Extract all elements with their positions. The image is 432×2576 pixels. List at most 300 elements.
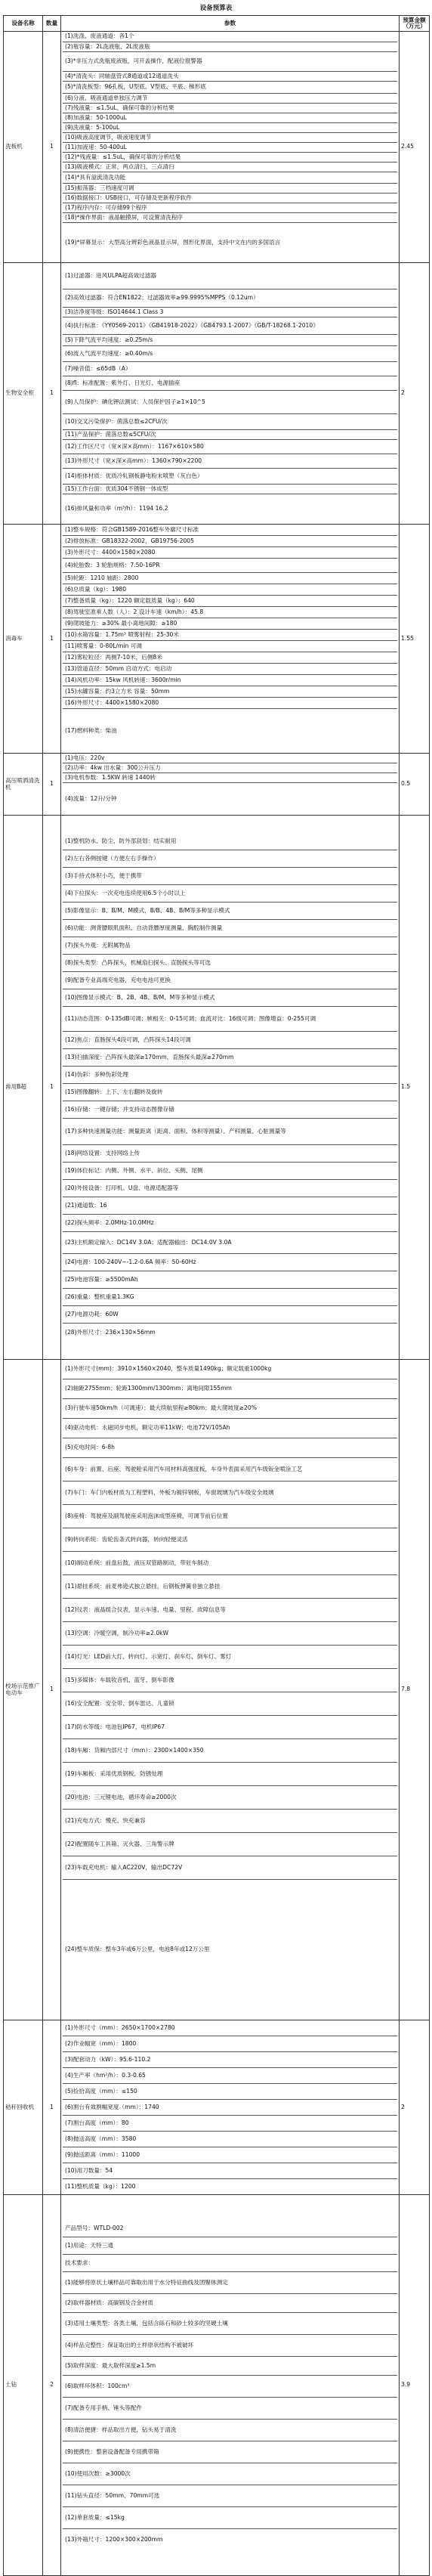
spec-line [63,772,397,782]
spec-line [63,989,397,1006]
spec-line [63,81,397,93]
item-qty: 1 [43,525,61,754]
spec-line [63,42,397,51]
spec-line-text: (13)扫描深度：凸阵探头最深≥170mm，直肠探头最深≥270mm [65,1053,234,1060]
spec-line [63,183,397,193]
spec-line-text: (5)取样深度：最大取样深度≥1.5m [65,2361,156,2369]
spec-line-text: (15)图像翻转：上下、左右翻转及旋转 [65,1088,163,1095]
spec-line [63,902,397,919]
spec-line [63,454,397,468]
spec-line [63,919,397,937]
spec-line [63,708,397,753]
spec-line-text: (8)fl：标准配置：紫外灯、日光灯、电源插座 [65,379,181,386]
spec-line-text: (13)外箱尺寸：1200×300×200mm [65,2535,163,2543]
spec-line [63,1214,397,1231]
spec-line-text: (16)排风量和功率（m³/h）：1194 16.2 [65,505,168,512]
item-spec-list [61,32,400,263]
spec-line [63,2020,397,2036]
spec-line-text: (6)分液、吸液通道单独压力调节 [65,94,148,101]
spec-line [63,1551,397,1574]
spec-line [63,2506,397,2528]
item-name: 高压喷洒清洗机 [4,754,43,816]
spec-line [63,1457,397,1481]
spec-line [63,1162,397,1179]
spec-line-text: (16)存储：一键存储；并支持动态图像存储 [65,1105,174,1113]
spec-line [63,484,397,494]
table-row [4,263,430,525]
spec-line-text: (7)噪音值：≤65dB（A） [65,364,131,372]
spec-line-text: (5)捡拾高度（mm）：≤150 [65,2087,137,2095]
spec-line [63,1101,397,1118]
spec-line-text: (14)风机功率：15kw 风机转速：3600r/min [65,676,181,683]
spec-line [63,93,397,103]
spec-line [63,1006,397,1031]
table-row [4,2020,430,2195]
spec-line-text: (1)电压：220v [65,754,105,761]
spec-line [63,1418,397,1438]
spec-line-text: (3)电机参数：1.5KW 转速 1440转 [65,773,156,781]
spec-line [63,1323,397,1342]
spec-line [63,686,397,697]
spec-line-text: (2)瓶容量：2L洗液瓶、2L废液瓶 [65,42,150,50]
spec-line [63,1574,397,1598]
spec-line [63,971,397,989]
spec-line-text: (4)驱动电机：永磁同步电机，额定功率11kW；电池72V/105Ah [65,1424,230,1432]
spec-line [63,317,397,334]
spec-line-text: (19)车厢板：采用优质钢板，防锈处理 [65,1769,163,1777]
spec-line-text: (21)通道数：16 [65,1201,107,1209]
spec-line [63,1715,397,1738]
spec-line-text: (1)过滤器：进风ULPA超高效过滤器 [65,271,156,279]
spec-line-text: (28)外形尺寸：236×130×56mm [65,1328,156,1336]
spec-line-text: (14)伪彩：多种伪彩处理 [65,1070,128,1078]
spec-line-text: (16)安全配置：安全带、倒车雷达、儿童锁 [65,1699,174,1707]
spec-line [63,2485,397,2506]
spec-line-text: (1)用途：天特三通 [65,2241,113,2249]
spec-line-text: (11)产品保护：菌落总数≤5CFU/次 [65,430,156,438]
spec-line [63,2131,397,2147]
spec-line [63,1360,397,1379]
item-spec-list [61,1360,400,2020]
spec-line [63,494,397,524]
spec-line-text: (24)整车质保：整车3年或6万公里，电池8年或12万公里 [65,1946,210,1953]
item-price: 1.5 [400,816,430,1360]
spec-line-text: (20)外接设备：打印机、U盘、电源适配器等 [65,1184,179,1191]
spec-line-text: (13)管道直径：50mm 启动方式：电启动 [65,664,172,672]
spec-line [63,2463,397,2485]
spec-line-text: (8)驾驶室准乘人数（人）：2 设计车速（km/h）：45.8 [65,608,204,615]
header-qty: 数量 [43,16,61,32]
spec-line-text: (2)作业幅宽（mm）：1800 [65,2039,137,2047]
spec-line-text: (19)*屏幕显示：大型高分辨彩色液晶显示屏，图形化界面，支持中文在内的多国语言 [65,238,281,246]
spec-line-text: (6)总质量（kg）：1980 [65,585,127,593]
spec-line-text: (3)手持式体积小巧，便于携带 [65,872,142,879]
spec-line-text: (12)单套质量：≤15kg [65,2513,125,2521]
spec-line-text: 产品型号：WTLD-002 [65,2224,124,2231]
spec-line [63,618,397,629]
spec-line [63,439,397,454]
spec-line [63,222,397,262]
spec-line-text: (8)加液量：50-1000uL [65,113,127,121]
spec-line [63,546,397,558]
item-qty: 1 [43,32,61,263]
spec-line-text: (1)外形尺寸（mm）：2650×1700×2780 [65,2023,175,2031]
item-price: 7.8 [400,1360,430,2020]
spec-line-text: (15)振荡器：三档速度可调 [65,184,134,191]
table-row [4,32,430,263]
spec-line-text: (3)配套动力（kW）：95.6-110.2 [65,2055,151,2063]
spec-line [63,782,397,815]
spec-line [63,640,397,652]
spec-line-text: (8)清洁便捷：样品取出方便，钻头易于清洗 [65,2426,177,2433]
item-price: 2 [400,2020,430,2195]
spec-line-text: (27)电源功耗：60W [65,1310,119,1317]
spec-line [63,1118,397,1144]
spec-line-text: (10)图像显示模式：B、2B、4B、B/M、M等多种显示模式 [65,993,215,1001]
spec-line-text: (10)使用次数：≥3000次 [65,2469,131,2477]
item-name: 生物安全柜 [4,263,43,525]
spec-line-text: (2)排放标准：GB18322-2002，GB19756-2005 [65,537,194,544]
spec-line [63,697,397,708]
spec-line [63,203,397,212]
spec-line-text: (20)电池：三元锂电池，循环寿命≥2000次 [65,1793,177,1800]
spec-line-text: (10)用刀数量：54 [65,2166,113,2174]
table-row [4,525,430,754]
spec-line-text: (18)网络设置：支持网络上传 [65,1149,140,1156]
spec-line-text: 技术要求： [65,2259,94,2266]
spec-line-text: (22)配置随车工具箱、灭火器、三角警示牌 [65,1840,174,1847]
spec-line-text: (12)工作区尺寸（宽×深×高mm）：1167×610×580 [65,442,204,450]
spec-line-text: (10)吸液高度调节，吸液速度调节 [65,133,152,141]
spec-line [63,263,397,289]
table-row [4,816,430,1360]
spec-line [63,763,397,772]
item-price: 2 [400,263,430,525]
spec-line-text: (4)*清洗头：同轴盘管式8通道或12通道洗头 [65,72,179,79]
spec-line-text: (6)流入气流平均速度：≥0.40m/s [65,349,153,357]
spec-line-text: (7)整备质量（kg）：1220 额定载质量（kg）：640 [65,596,195,604]
spec-line-text: (4)执行标准：《YY0569-2011》《GB41918-2022》《GB4793.1-2007》《GB/T-18268.1-2010》 [65,321,319,329]
spec-line [63,1231,397,1253]
spec-line [63,2083,397,2099]
spec-line-text: (1)洗涤、废液通道：各1个 [65,33,134,40]
spec-line [63,663,397,674]
item-name: 兽用B超 [4,816,43,1360]
spec-line-text: (14)柜体材质：优质冷轧钢板静电粉末喷塑（灰白色） [65,472,203,479]
spec-line-text: (9)配备专业高端充电器，充电电池可更换 [65,976,171,983]
table-row [4,754,430,816]
spec-line-text: (4)样品完整性：保证取出的土样原状结构不被破坏 [65,2341,194,2348]
spec-line [63,1083,397,1101]
spec-line-text: (7)配备专用手柄、锤头等配件 [65,2404,142,2411]
item-spec-list [61,525,400,754]
spec-line [63,1738,397,1762]
spec-line [63,652,397,663]
spec-line [63,1621,397,1645]
item-price: 1.55 [400,525,430,754]
spec-line-text: (22)探头频率：2.0MHz-10.0MHz [65,1218,154,1226]
spec-line-text: (13)空调：冷暖空调，制冷功率≥2.0kW [65,1629,169,1636]
spec-line-text: (15)多媒体：车载收音机、蓝牙、倒车影像 [65,1676,174,1683]
header-name: 设备名称 [4,16,43,32]
spec-line [63,1253,397,1271]
spec-line-text: (15)工作台面：优质304不锈钢一体成型 [65,485,168,492]
spec-line-text: (13)吸液模式：正常，两点清扫，三点清扫 [65,163,174,170]
spec-line-text: (24)电源：100-240V~-1.2-0.6A 频率：50-60Hz [65,1258,196,1265]
item-name: 秸秆回收机 [4,2020,43,2195]
spec-line [63,535,397,546]
spec-line-text: (17)程序内存：可存储99个程序 [65,203,147,211]
spec-line-text: (11)悬挂系统：前麦弗逊式独立悬挂，后钢板弹簧非独立悬挂 [65,1582,221,1590]
spec-line [63,2036,397,2051]
spec-line-text: (5)轮距：1210 轴距：2800 [65,574,139,581]
header-row [4,16,430,32]
spec-line [63,558,397,572]
spec-line [63,2115,397,2131]
spec-line-text: (6)车身：前置、后座、驾驶舱采用汽车用材料高强度板，车身外表面采用汽车级钣金喷涂工艺 [65,1465,303,1472]
spec-line-text: (8)抛送高度（mm）：3580 [65,2135,137,2142]
spec-line-text: (2)取样器材质：高碳钢及合金材质 [65,2299,154,2306]
spec-line [63,2220,397,2237]
spec-line [63,1809,397,1832]
spec-line-text: (6)功能：测背膘眼肌面积、自动背膘厚度测量、胸腔制作测量 [65,924,223,931]
item-name: 土钻 [4,2195,43,2576]
spec-line-text: (7)割台高度（mm）：80 [65,2119,129,2126]
spec-line-text: (10)交叉污染保护：菌落总数≤2CFU/次 [65,417,168,425]
spec-line [63,850,397,867]
spec-line [63,1197,397,1214]
spec-line-text: (1)整机防水、防尘、防外部刮划：结实耐用 [65,837,177,844]
spec-line [63,2099,397,2115]
spec-line [63,2254,397,2271]
spec-line [63,629,397,640]
spec-line [63,595,397,606]
spec-line-text: (4)流量：12升/分钟 [65,794,117,802]
table-title: 设备预算表 [199,5,233,12]
spec-line [63,1504,397,1528]
spec-line [63,2271,397,2293]
spec-line-text: (17)防水等级：电池包IP67，电机IP67 [65,1723,165,1730]
spec-line [63,833,397,850]
spec-line [63,71,397,81]
spec-line [63,2293,397,2312]
spec-line-text: (8)探头类型：凸阵探头，机械扇扫探头、直肠探头等可选 [65,958,211,966]
budget-table [3,15,430,2576]
spec-line [63,2528,397,2550]
spec-line-text: (8)座椅：驾驶座及副驾驶座采用泡沫成型座椅，可调节前后位置 [65,1512,228,1519]
spec-line [63,754,397,763]
spec-line-text: (7)探头外观：无附属物品 [65,941,131,949]
spec-line [63,1379,397,1398]
spec-line-text: (11)动态范围：0-135dB可调；帧相关：0-15可调；血流对比：16级可调；图像增益：0-255可调 [65,1014,316,1022]
spec-line-text: (14)*具有溢流清洗功能 [65,173,126,181]
item-qty: 1 [43,2020,61,2195]
header-spec: 参数 [61,16,400,32]
spec-line-text: (18)车厢：货厢内部尺寸（mm）：2300×1400×350 [65,1746,204,1754]
table-row [4,1360,430,2020]
spec-line-text: (23)车载充电机：输入AC220V，输出DC72V [65,1863,183,1871]
header-price: 预算金额（万元） [400,16,430,32]
spec-line [63,2375,397,2397]
spec-line-text: (5)影像显示：B、B/M、M模式，B/B、4B、B/M等多种显示模式 [65,906,230,914]
spec-line [63,2067,397,2083]
spec-line-text: (12)仪表：液晶组合仪表，显示车速、电量、里程、故障信息等 [65,1605,227,1613]
item-spec-list [61,263,400,525]
spec-line-text: (4)下拉探头：一次充电连续使用6.5个小时以上 [65,889,186,896]
spec-line [63,1438,397,1457]
spec-line-text: (23)主机额定输入：DC14V 3.0A；适配器输出：DC14.0V 3.0A [65,1238,232,1246]
spec-line [63,390,397,413]
spec-line-text: (4)生产率（hm²/h）：0.3-0.65 [65,2071,146,2079]
spec-line [63,2237,397,2254]
spec-line-text: (17)多种快速测量功能：测量距离（距离、面积、体积等测量）、产科测量、心脏测量等 [65,1127,286,1135]
spec-line-text: (11)喷雾量：0-80L/min 可调 [65,642,142,649]
spec-line-text: (3)行驶车速50km/h（可调速）；最大续航里程≥80km；最大爬坡度≥20% [65,1404,257,1412]
spec-line [63,468,397,484]
spec-line [63,1692,397,1715]
spec-line [63,1048,397,1066]
spec-line [63,122,397,132]
spec-line [63,345,397,361]
table-row [4,2195,430,2576]
spec-line-text: (2)高效过滤器：符合EN1822；过滤器效率≥99.9995%MPPS（0.12um） [65,294,259,302]
spec-line [63,152,397,162]
spec-line-text: (3)外形尺寸：4400×1580×2080 [65,548,156,556]
spec-line [63,2178,397,2194]
spec-line-text: (9)人员保护：碘化钾法测试：人员保护因子≥1×10^5 [65,398,205,405]
spec-line [63,2334,397,2356]
spec-line [63,2051,397,2067]
spec-line [63,572,397,584]
spec-line [63,1481,397,1504]
spec-line [63,2397,397,2419]
spec-line [63,1288,397,1305]
spec-line [63,1305,397,1323]
spec-line-text: (17)燃料种类：柴油 [65,726,117,734]
spec-line [63,525,397,535]
spec-line-text: (6)取样环体积：100cm³ [65,2382,130,2389]
spec-line [63,429,397,439]
item-price: 3.9 [400,2195,430,2576]
spec-line-text: (9)转向系统：齿轮齿条式转向器，转向轻便灵活 [65,1535,188,1543]
spec-line [63,954,397,971]
spec-line [63,584,397,595]
spec-line-text: (2)轴距2755mm；轮距1300mm/1300mm；离地间隙155mm [65,1385,232,1392]
spec-line [63,142,397,152]
item-spec-list [61,2195,400,2576]
item-spec-list [61,2020,400,2195]
spec-line [63,113,397,122]
spec-line [63,1832,397,1856]
spec-line [63,1528,397,1551]
item-qty: 2 [43,2195,61,2576]
spec-line-text: (7)残液量：≤1.5uL，确保可靠的分析结果 [65,104,174,111]
spec-line [63,334,397,345]
spec-line [63,674,397,686]
spec-line [63,884,397,902]
spec-line-text: (18)*操作界面：液晶触摸屏，可设置清洗程序 [65,213,184,221]
spec-line [63,132,397,142]
spec-line-text: (2)功率：4kw 出水量：300公升压力 [65,763,161,771]
item-spec-list [61,816,400,1360]
spec-line-text: (15)水罐容量：约3立方米 容量：50mm [65,687,170,695]
spec-line [63,1598,397,1621]
item-qty: 1 [43,816,61,1360]
spec-line [63,413,397,429]
spec-line-text: (9)便携性：整套设备配备专用携带箱 [65,2448,159,2455]
spec-line [63,103,397,113]
spec-line-text: (11)钻头直径：50mm、70mm可选 [65,2491,160,2499]
item-name: 校场示范推广电动车 [4,1360,43,2020]
spec-line [63,1398,397,1418]
item-spec-list [61,754,400,816]
spec-line [63,1762,397,1785]
spec-line-text: (7)车门：车门内板材质为工程塑料，外板为镀锌钢板，车窗玻璃为汽车级安全玻璃 [65,1488,274,1496]
spec-line-text: (10)制动系统：前盘后鼓，液压双管路制动，带驻车制动 [65,1559,209,1566]
spec-line-text: (1)能够将原状土壤样品可靠取出用于水分特征曲线及团聚体测定 [65,2278,228,2286]
spec-line [63,51,397,71]
item-price: 0.5 [400,754,430,816]
spec-line-text: (12)*残液量：≤1.5uL，确保可靠的分析结果 [65,153,181,160]
spec-line-text: (11)整机质量（kg）：1200 [65,2182,136,2190]
spec-line-text: (13)外形尺寸（宽×深×高mm）：1360×790×2200 [65,457,202,464]
spec-line [63,212,397,222]
spec-line-text: (2)左右各侧按键（方便左右手操作） [65,854,159,862]
spec-line-text: (5)下降气流平均速度：≥0.25m/s [65,336,153,343]
spec-line [63,2147,397,2163]
spec-line-text: (1)外形尺寸(mm)：3910×1560×2040，整车质量1490kg；额定载重1000kg [65,1365,272,1373]
spec-line-text: (3)*非压力式洗瓶废液瓶，可开盖操作，配液位报警器 [65,57,202,65]
spec-line-text: (9)抛送距离（mm）：11000 [65,2150,140,2158]
spec-line-text: (10)水箱容量：1.75m³ 喷雾射程：25-30米 [65,630,179,638]
spec-line [63,2356,397,2375]
spec-line [63,162,397,172]
spec-line-text: (21)充电方式：慢充、快充兼容 [65,1816,146,1824]
spec-line-text: (6)割台有效割幅宽度（mm）：1740 [65,2103,159,2110]
spec-line [63,376,397,390]
spec-line [63,937,397,954]
spec-line-text: (14)灯光：LED前大灯、转向灯、示宽灯、刹车灯、倒车灯、雾灯 [65,1652,232,1660]
spec-line [63,2419,397,2441]
spec-line-text: (5)*清洗板型：96孔板，U型底、V型底、平底、梯形底 [65,83,206,91]
spec-line-text: (4)轮胎数：3 轮胎规格：7.50-16PR [65,561,160,568]
spec-line [63,2163,397,2178]
spec-line [63,1645,397,1668]
spec-line [63,2441,397,2463]
spec-line-text: (19)体位标记：内侧、外侧、水平、斜位、头侧、尾侧 [65,1166,203,1174]
item-name: 洗板机 [4,32,43,263]
spec-line-text: (5)充电时间：6-8h [65,1444,115,1451]
spec-line-text: (26)重量：整机重量1.3KG [65,1293,134,1300]
spec-line [63,289,397,307]
item-price: 2.45 [400,32,430,263]
spec-line-text: (12)雾粒粒径：两侧7-10米，后侧8米 [65,653,162,661]
item-name: 消毒车 [4,525,43,754]
spec-line-text: (9)爬坡能力：≥30% 最小离地间隙：≥180 [65,619,177,627]
spec-line [63,1271,397,1288]
spec-line [63,1144,397,1162]
spec-line [63,867,397,884]
spec-line [63,193,397,203]
spec-line [63,361,397,376]
spec-line [63,1856,397,1879]
item-qty: 1 [43,754,61,816]
spec-line-text: (9)洗液量：5-100uL [65,123,120,131]
item-qty: 1 [43,1360,61,2020]
spec-line [63,606,397,618]
spec-line-text: (25)电池容量：≥5500mAh [65,1275,138,1283]
spec-line [63,1066,397,1083]
